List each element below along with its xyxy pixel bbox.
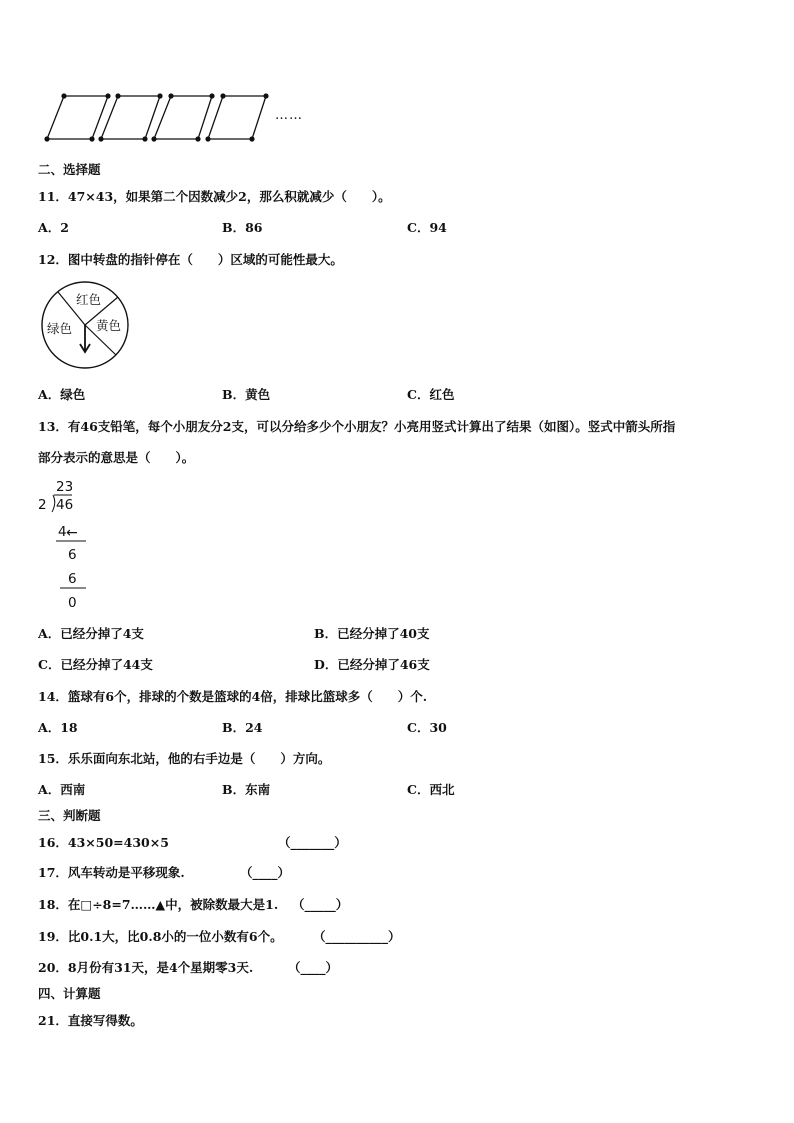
spinner-label-yellow: 黄色 [96,318,122,333]
division-step2: 6 [68,571,77,587]
q12-option-a[interactable]: A．绿色 [38,387,86,402]
q16-text: 16．43×50=430×5 [38,835,169,850]
q18-answer-blank[interactable]: （_____） [292,897,349,912]
division-remainder2: 0 [68,595,77,611]
q17-text: 17．风车转动是平移现象. [38,865,185,880]
q16-answer-blank[interactable]: （_______） [278,835,347,850]
q13-stem-line2: 部分表示的意思是（ ）。 [38,450,195,465]
q18-text: 18．在□÷8=7……▲中，被除数最大是1. [38,897,279,912]
section-title-calc: 四、计算题 [38,986,101,1001]
q20-text: 20．8月份有31天，是4个星期零3天. [38,960,254,975]
q12-stem: 12．图中转盘的指针停在（ ）区域的可能性最大。 [38,252,343,267]
q12-option-b[interactable]: B．黄色 [222,387,271,402]
division-dividend: 46 [56,497,74,513]
q11-option-c[interactable]: C．94 [407,220,447,235]
q19-answer-blank[interactable]: （__________） [313,929,401,944]
section-title-choice: 二、选择题 [38,162,101,177]
q11-stem: 11．47×43，如果第二个因数减少2，那么积就减少（ ）。 [38,189,391,204]
q14-option-a[interactable]: A．18 [38,720,78,735]
spinner-label-green: 绿色 [47,321,73,336]
q15-option-c[interactable]: C．西北 [407,782,455,797]
q19-text: 19．比0.1大，比0.8小的一位小数有6个。 [38,929,283,944]
q14-option-c[interactable]: C．30 [407,720,447,735]
division-remainder1: 6 [68,547,77,563]
q13-option-a[interactable]: A．已经分掉了4支 [38,626,144,641]
q17-answer-blank[interactable]: （____） [240,865,291,880]
division-divisor: 2 [38,497,47,513]
q13-option-c[interactable]: C．已经分掉了44支 [38,657,153,672]
q14-option-b[interactable]: B．24 [222,720,263,735]
q15-option-a[interactable]: A．西南 [38,782,86,797]
q13-stem-line1: 13．有46支铅笔，每个小朋友分2支，可以分给多少个小朋友？小亮用竖式计算出了结果（如图）。竖式中箭头所指 [38,419,676,434]
q11-option-b[interactable]: B．86 [222,220,263,235]
q11-option-a[interactable]: A．2 [38,220,69,235]
q12-option-c[interactable]: C．红色 [407,387,455,402]
continuation-dots: …… [275,108,303,123]
q20-answer-blank[interactable]: （____） [288,960,339,975]
division-arrow: ← [66,525,78,541]
division-quotient: 23 [56,479,74,495]
q13-option-b[interactable]: B．已经分掉了40支 [314,626,430,641]
q14-stem: 14．篮球有6个，排球的个数是篮球的4倍，排球比篮球多（ ）个. [38,689,428,704]
division-step1: 4 [58,524,67,540]
spinner-label-red: 红色 [76,292,102,307]
q13-option-d[interactable]: D．已经分掉了46支 [314,657,430,672]
q15-option-b[interactable]: B．东南 [222,782,271,797]
section-title-judge: 三、判断题 [38,808,101,823]
q21-stem: 21．直接写得数。 [38,1013,143,1028]
q15-stem: 15．乐乐面向东北站，他的右手边是（ ）方向。 [38,751,331,766]
